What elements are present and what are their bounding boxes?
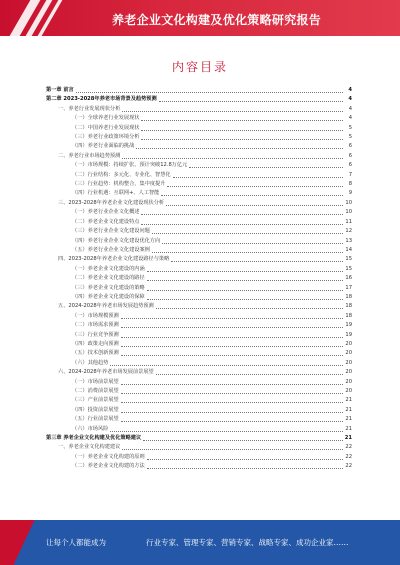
toc-entry-title: （六）其他趋势 [72,359,109,366]
toc-entry[interactable] [46,227,352,236]
toc-entry[interactable] [46,443,352,452]
toc-entry-page: 20 [345,359,352,366]
toc-leader-dots [121,393,343,394]
toc-leader-dots [110,365,343,366]
toc-entry-title: 二、养老行业市场趋势预测 [58,152,121,159]
toc-leader-dots [76,92,343,93]
toc-entry-page: 18 [345,293,352,300]
toc-entry-page: 7 [348,171,352,178]
toc-heading: 内容目录 [171,60,228,74]
toc-entry-page: 21 [344,435,352,442]
toc-entry-page: 8 [348,181,352,188]
toc-entry-title: （六）市场风险 [72,425,109,432]
toc-entry-title: 五、2024-2028年养老市场发展趋势预测 [58,303,154,310]
footer-accent [0,520,34,565]
toc-entry[interactable] [46,378,352,387]
toc-entry[interactable] [46,396,352,405]
toc-entry-title: （二）消费前景展望 [72,388,119,394]
toc-leader-dots [141,120,343,121]
toc-entry[interactable] [46,255,352,264]
toc-leader-dots [110,431,343,432]
toc-leader-dots [121,384,343,385]
toc-entry-page: 10 [345,209,352,216]
toc-entry-title: （四）养老行业企业文化建设优化方向 [72,237,161,244]
toc-entry[interactable] [46,349,352,358]
toc-entry-title: （三）养老企业文化建设的策略 [72,284,145,291]
toc-entry-title: （四）养老企业文化建设的保障 [72,293,145,300]
toc-entry-title: （二）养老企业文化建设的路径 [72,275,145,282]
toc-entry[interactable] [46,114,352,123]
toc-entry-title: （一）养老企业文化建设的内涵 [72,265,145,272]
toc-entry-title: 第一章 前言 [46,87,74,93]
toc-leader-dots [121,355,343,356]
toc-entry-title: 一、养老行业发展现状分析 [58,105,121,112]
toc-entry-title: （一）养老企业文化构建的原则 [72,453,145,460]
toc-leader-dots [159,101,343,102]
toc-leader-dots [152,252,343,253]
toc-entry-page: 21 [345,416,352,423]
toc-entry-page: 16 [345,275,352,282]
toc-entry-page: 4 [348,105,352,112]
header-banner [0,0,400,36]
toc-entry-title: （一）全球养老行业发展现状 [72,115,140,122]
toc-leader-dots [147,290,343,291]
toc-entry-title: （一）市场前景展望 [72,378,119,385]
toc-entry-title: （一）市场规模预测 [72,312,119,319]
toc-entry-page: 20 [345,369,352,376]
toc-entry-title: （一）市场规模：持续扩张，预计突破12.8万亿元 [72,162,188,169]
toc-leader-dots [121,337,343,338]
toc-entry[interactable] [46,199,352,208]
toc-entry[interactable] [46,312,352,321]
toc-entry[interactable] [46,462,352,471]
toc-leader-dots [147,280,343,281]
toc-entry-page: 13 [345,237,352,244]
toc-entry[interactable] [46,171,352,180]
toc-entry-title: （二）养老企业文化构建的方法 [72,463,145,470]
toc-entry-page: 6 [348,143,352,150]
toc-entry[interactable] [46,208,352,217]
toc-entry[interactable] [46,265,352,274]
toc-entry[interactable] [46,368,352,377]
toc-entry-title: （四）投资前景展望 [72,406,119,413]
toc-leader-dots [156,308,343,309]
toc-entry-title: （一）养老行业企业文化概述 [72,209,140,216]
toc-entry-page: 22 [345,444,352,451]
toc-entry[interactable] [46,406,352,415]
toc-entry-title: 三、2023-2028年养老企业文化建设现状分析 [58,199,165,206]
toc-entry-page: 6 [348,152,352,159]
toc-entry[interactable] [46,161,352,170]
toc-leader-dots [121,421,343,422]
toc-entry-title: （四）行业机遇：互联网+、人工智能 [72,190,160,197]
toc-entry-page: 21 [345,397,352,404]
toc-entry[interactable] [46,142,352,151]
toc-leader-dots [171,261,343,262]
toc-entry-title: 六、2024-2028年养老市场发展前景展望 [58,369,154,376]
toc-entry-title: （三）养老行业企业文化建设问题 [72,228,150,235]
toc-entry-page: 14 [345,246,352,253]
toc-entry-page: 15 [345,256,352,263]
toc-entry[interactable] [46,340,352,349]
toc-entry-title: （五）行业前景展望 [72,416,119,423]
toc-entry-title: （四）养老行业面临的挑战 [72,143,135,150]
toc-entry-page: 18 [345,312,352,319]
toc-entry[interactable] [46,284,352,293]
toc-entry-page: 20 [345,350,352,357]
toc-leader-dots [147,468,343,469]
toc-leader-dots [147,459,343,460]
toc-entry-title: （二）中国养老行业发展现状 [72,124,140,131]
toc-entry-title: 一、养老企业文化构建建议 [58,444,121,451]
toc-entry[interactable] [46,237,352,246]
toc-entry-title: （二）行业结构：多元化、专业化、智慧化 [72,171,171,178]
toc-entry[interactable] [46,86,352,95]
toc-entry-title: 四、2023-2028年养老企业文化建设路径与策略 [58,256,170,263]
toc-entry-title: （三）行业竞争预测 [72,331,119,338]
toc-entry-page: 17 [345,284,352,291]
toc-entry[interactable] [46,133,352,142]
toc-entry-page: 4 [348,115,352,122]
toc-leader-dots [121,318,343,319]
toc-entry[interactable] [46,189,352,198]
toc-entry[interactable] [46,105,352,114]
toc-leader-dots [167,186,343,187]
toc-entry[interactable] [46,124,352,133]
toc-entry[interactable] [46,387,352,396]
toc-entry-title: （三）行业趋势：机构整合，集中度提升 [72,181,166,188]
footer-slogan-left: 让每个人都能成为 [46,538,106,547]
toc-entry[interactable] [46,359,352,368]
toc-leader-dots [136,148,343,149]
toc-leader-dots [121,402,343,403]
toc-leader-dots [141,214,343,215]
toc-leader-dots [156,374,343,375]
toc-leader-dots [152,233,343,234]
toc-entry[interactable] [46,425,352,434]
toc-entry[interactable] [46,434,352,443]
toc-leader-dots [121,346,343,347]
toc-entry-page: 12 [345,228,352,235]
toc-entry-page: 20 [345,388,352,394]
toc-entry-page: 15 [345,265,352,272]
table-of-contents [46,86,352,472]
toc-entry-page: 4 [348,96,352,103]
toc-entry-page: 6 [348,162,352,169]
toc-entry-page: 22 [345,463,352,470]
toc-entry-page: 21 [345,406,352,413]
toc-entry-title: 第三章 养老企业文化构建及优化策略建议 [46,435,142,442]
toc-leader-dots [121,327,343,328]
toc-leader-dots [121,412,343,413]
toc-entry-title: 第二章 2023-2028年养老市场背景及趋势预测 [46,96,157,103]
toc-entry[interactable] [46,293,352,302]
toc-leader-dots [122,111,343,112]
toc-entry-page: 9 [348,190,352,197]
toc-leader-dots [122,449,343,450]
report-title: 养老企业文化构建及优化策略研究报告 [112,13,322,27]
toc-entry-page: 21 [345,425,352,432]
toc-entry-page: 10 [345,199,352,206]
toc-leader-dots [166,205,343,206]
footer-slogan-right: 行业专家、管理专家、营销专家、战略专家、成功企业家…… [146,538,349,547]
toc-entry[interactable] [46,415,352,424]
toc-leader-dots [122,158,343,159]
toc-leader-dots [173,177,343,178]
toc-entry-title: （二）养老企业文化建设特点 [72,218,140,225]
toc-leader-dots [143,440,343,441]
toc-entry-title: （四）政策走向预测 [72,340,119,347]
toc-entry-page: 18 [345,303,352,310]
toc-entry-title: （五）技术创新预测 [72,350,119,357]
toc-leader-dots [141,130,343,131]
toc-entry-page: 22 [345,453,352,460]
toc-entry[interactable] [46,321,352,330]
toc-leader-dots [147,299,343,300]
toc-entry[interactable] [46,95,352,104]
toc-entry-page: 4 [348,87,352,93]
toc-entry[interactable] [46,246,352,255]
toc-leader-dots [147,271,343,272]
footer-banner [0,520,400,565]
toc-entry[interactable] [46,453,352,462]
toc-leader-dots [161,195,343,196]
toc-entry[interactable] [46,152,352,161]
toc-entry-page: 19 [345,322,352,329]
toc-entry[interactable] [46,302,352,311]
toc-entry[interactable] [46,331,352,340]
toc-entry-title: （三）产业前景展望 [72,397,119,404]
toc-entry-page: 5 [348,134,352,141]
toc-leader-dots [162,243,343,244]
toc-entry[interactable] [46,180,352,189]
toc-entry[interactable] [46,274,352,283]
toc-leader-dots [141,139,343,140]
toc-entry[interactable] [46,218,352,227]
toc-entry-page: 19 [345,331,352,338]
toc-entry-page: 20 [345,378,352,385]
toc-entry-title: （三）养老行业政策环境分析 [72,134,140,141]
toc-entry-page: 5 [348,124,352,131]
toc-entry-title: （五）养老行业企业文化建设案例 [72,246,150,253]
toc-leader-dots [141,224,343,225]
toc-entry-page: 20 [345,340,352,347]
toc-leader-dots [189,167,343,168]
toc-entry-page: 11 [345,218,352,225]
toc-entry-title: （二）市场需求预测 [72,322,119,329]
